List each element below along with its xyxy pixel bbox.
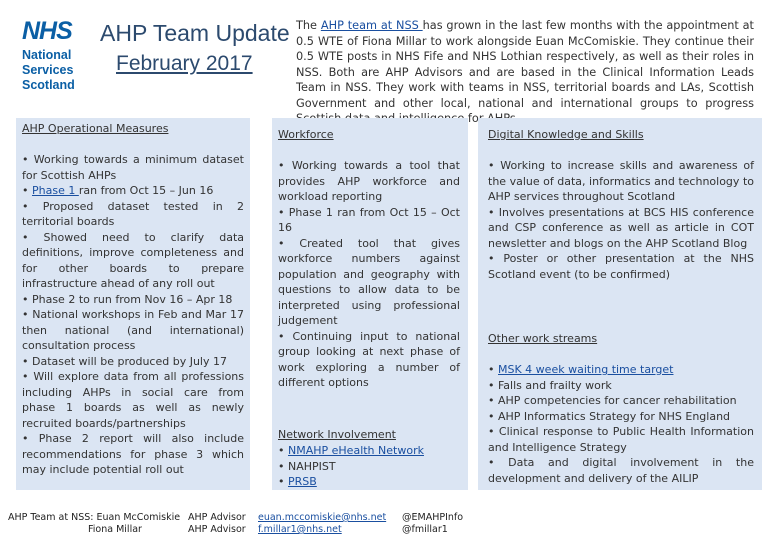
list-item: • Dataset will be produced by July 17 xyxy=(22,354,227,368)
list-item: • National workshops in Feb and Mar 17 then national (and international) consultation process xyxy=(22,308,244,352)
list-item: • Phase 2 to run from Nov 16 – Apr 18 xyxy=(22,292,233,306)
list-item: • AHP Informatics Strategy for NHS England xyxy=(488,409,731,423)
footer-second-name: Fiona Millar xyxy=(88,524,142,535)
page-title: AHP Team Update xyxy=(100,20,290,46)
list-item: • Working towards a tool that provides AHP workforce and workload reporting xyxy=(278,159,460,203)
intro-pre: The xyxy=(296,19,321,32)
intro-paragraph xyxy=(296,18,754,125)
operational-list xyxy=(22,152,244,478)
operational-heading: AHP Operational Measures xyxy=(22,122,169,135)
list-item: • Working to increase skills and awareness of the value of data, informatics and technology to AHP services throughout Scotland xyxy=(488,159,754,203)
msk-link[interactable]: MSK 4 week waiting time target xyxy=(498,363,674,376)
list-item: • NAHPIST xyxy=(278,459,336,473)
logo-line: Scotland xyxy=(22,78,75,92)
phase1-rest: ran from Oct 15 – Jun 16 xyxy=(78,184,214,197)
email-fiona-link[interactable]: f.millar1@nhs.net xyxy=(258,524,342,535)
list-item: • Proposed dataset tested in 2 territorial boards xyxy=(22,199,244,228)
list-item: • Continuing input to national group looking at next phase of work exploring a number of different options xyxy=(278,329,460,389)
list-item: • Created tool that gives workforce numbers against population and geography with questions to allow data to be interpreted using professional judgement xyxy=(278,236,460,327)
list-item xyxy=(22,183,244,199)
list-item: • AHP competencies for cancer rehabilitation xyxy=(488,394,737,407)
nhs-logo xyxy=(22,18,94,98)
list-item: • Data and digital involvement in the development and delivery of the AILIP xyxy=(488,456,754,485)
footer-team-label: AHP Team at NSS: Euan McComiskie xyxy=(8,512,181,523)
list-item: • Phase 1 ran from Oct 15 – Oct 16 xyxy=(278,205,460,234)
list-item: • MSK 4 week waiting time target xyxy=(488,363,674,376)
footer-role: AHP Advisor xyxy=(188,512,246,523)
intro-team-link[interactable]: AHP team at NSS xyxy=(320,19,423,32)
logo-line: National xyxy=(22,48,72,62)
list-item: • NMAHP eHealth Network xyxy=(278,444,424,457)
email-euan-link[interactable]: euan.mccomiskie@nhs.net xyxy=(258,512,387,523)
prsb-link[interactable]: PRSB xyxy=(288,475,317,488)
list-item: • Will explore data from all professions including AHPs in social care from phase 1 boards as well as newly recruited boards/partnerships xyxy=(22,370,244,430)
nmahp-link[interactable]: NMAHP eHealth Network xyxy=(288,444,424,457)
page-subtitle: February 2017 xyxy=(116,52,253,75)
logo-line: Services xyxy=(22,63,74,77)
nahpist-label: NAHPIST xyxy=(288,459,336,473)
list-item: • Clinical response to Public Health Information and Intelligence Strategy xyxy=(488,425,754,454)
footer-role: AHP Advisor xyxy=(188,524,246,535)
list-item: • Showed need to clarify data definitions, improve completeness and for other boards to prepare infrastructure ahead of any roll out xyxy=(22,230,244,290)
nhs-logo-mark: NHS xyxy=(22,18,86,44)
list-item: • Working towards a minimum dataset for Scottish AHPs xyxy=(22,153,244,182)
twitter-handle[interactable]: @fmillar1 xyxy=(402,524,448,535)
phase1-link[interactable]: Phase 1 xyxy=(32,184,79,197)
other-heading: Other work streams xyxy=(488,332,598,345)
workforce-list xyxy=(278,158,460,391)
twitter-handle[interactable]: @EMAHPInfo xyxy=(402,512,464,523)
list-item: • Involves presentations at BCS HIS conference and CSP conference as well as article in COT newsletter and blogs on the AHP Scotland Blog xyxy=(488,205,754,250)
nhs-logo-text xyxy=(22,48,94,93)
network-heading: Network Involvement xyxy=(278,428,396,441)
intro-post: has grown in the last few months with the appointment at 0.5 WTE of Fiona Millar to work alongside Euan McComiskie. They continue their 0.5 WTE posts in NHS Fife and NHS Lothian respectively, as well as their roles in NSS. Both are AHP Advisors and are based in the Clinical Information Leads Team in NSS. They work with teams in NSS, territorial boards and LAs, Scottish Government and other local, national and international groups to progress for xyxy=(296,19,754,125)
list-item: • PRSB xyxy=(278,475,317,488)
digital-list xyxy=(488,158,754,282)
digital-heading: Digital Knowledge and Skills xyxy=(488,128,644,141)
phase1-bullet: • xyxy=(22,184,32,197)
list-item: • Poster or other presentation at the NHS Scotland event (to be confirmed) xyxy=(488,252,754,281)
other-list xyxy=(488,362,754,486)
network-list xyxy=(278,443,460,490)
list-item: • Phase 2 report will also include recommendations for phase 3 which may include potential roll out xyxy=(22,432,244,476)
list-item: • Falls and frailty work xyxy=(488,378,612,392)
workforce-heading: Workforce xyxy=(278,128,334,141)
